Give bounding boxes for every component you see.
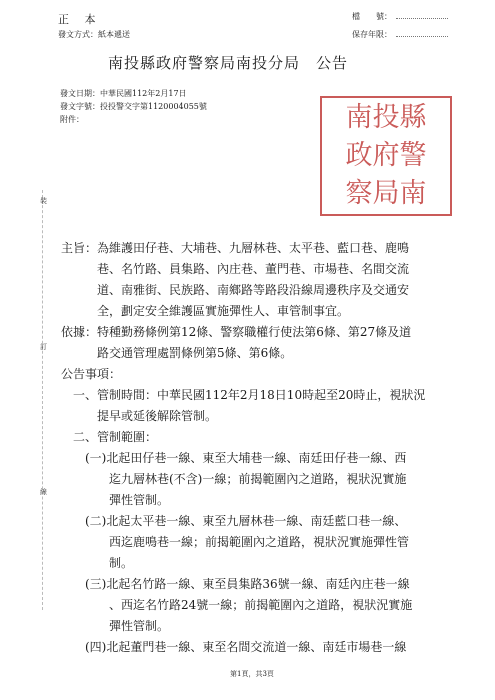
sub-item-line: (一)北起田仔巷一線、東至大埔巷一線、南廷田仔巷一線、西 [85, 451, 407, 465]
subject-line: 全，劃定安全維護區實施彈性人、車管制事宜。 [61, 304, 350, 318]
doc-status: 正 本 [58, 13, 102, 26]
seal-row: 政府警 [345, 140, 427, 171]
sub-item-line: (二)北起太平巷一線、東至九層林巷一線、南廷藍口巷一線、 [85, 514, 407, 528]
basis-line: 路交通管理處罰條例第5條、第6條。 [61, 346, 293, 360]
send-method: 發文方式：紙本遞送 [58, 30, 130, 39]
sub-item-line: 彈性管制。 [85, 493, 170, 507]
sub-item-line: 制。 [85, 556, 134, 570]
sub-item-line: 、西迄名竹路24號一線；前揭範圍內之道路，視狀況實施 [85, 598, 413, 612]
subject-line: 道、南雅街、民族路、南鄉路等路段沿線周邊秩序及交通安 [61, 283, 410, 297]
binding-mark-xian: 線 [40, 488, 47, 496]
sub-item-line: 迄九層林巷(不含)一線；前揭範圍內之道路，視狀況實施 [85, 472, 407, 486]
sub-item-line: 西迄鹿鳴巷一線；前揭範圍內之道路，視狀況實施彈性管 [85, 535, 410, 549]
item-1-line: 提早或延後解除管制。 [73, 409, 218, 423]
sub-item-line: (三)北起名竹路一線、東至員集路36號一線、南廷內庄巷一線 [85, 577, 410, 591]
sub-item-line: 彈性管制。 [85, 619, 170, 633]
notice-heading: 公告事項： [61, 367, 122, 381]
binding-mark-ding: 訂 [40, 343, 47, 351]
item-2-heading: 二、管制範圍： [73, 430, 158, 444]
subject-line: 主旨：為維護田仔巷、大埔巷、九層林巷、太平巷、藍口巷、鹿鳴 [61, 241, 410, 255]
file-number [352, 11, 448, 22]
item-1-line: 一、管制時間：中華民國112年2月18日10時起至20時止，視狀況 [73, 388, 426, 402]
file-number-label: 檔 號： [352, 12, 392, 21]
binding-mark-zhuang: 裝 [40, 197, 47, 205]
official-seal [320, 96, 452, 216]
retention-label: 保存年限： [352, 30, 392, 39]
seal-row: 察局南 [345, 178, 427, 209]
binding-line [42, 190, 43, 610]
page-footer: 第1頁，共3頁 [230, 670, 274, 678]
document-title: 南投縣政府警察局南投分局 公告 [108, 54, 349, 72]
retention-period [352, 29, 448, 40]
attachment: 附件： [60, 115, 84, 124]
issue-date: 發文日期：中華民國112年2月17日 [60, 89, 187, 98]
basis-line: 依據：特種勤務條例第12條、警察職權行使法第6條、第27條及道 [61, 325, 412, 339]
document-number: 發文字號：投投警交字第1120004055號 [60, 102, 207, 111]
seal-row: 南投縣 [345, 102, 427, 133]
sub-item-line: (四)北起董門巷一線、東至名間交流道一線、南廷市場巷一線 [85, 640, 407, 654]
subject-line: 巷、名竹路、員集路、內庄巷、董門巷、市場巷、名間交流 [61, 262, 410, 276]
